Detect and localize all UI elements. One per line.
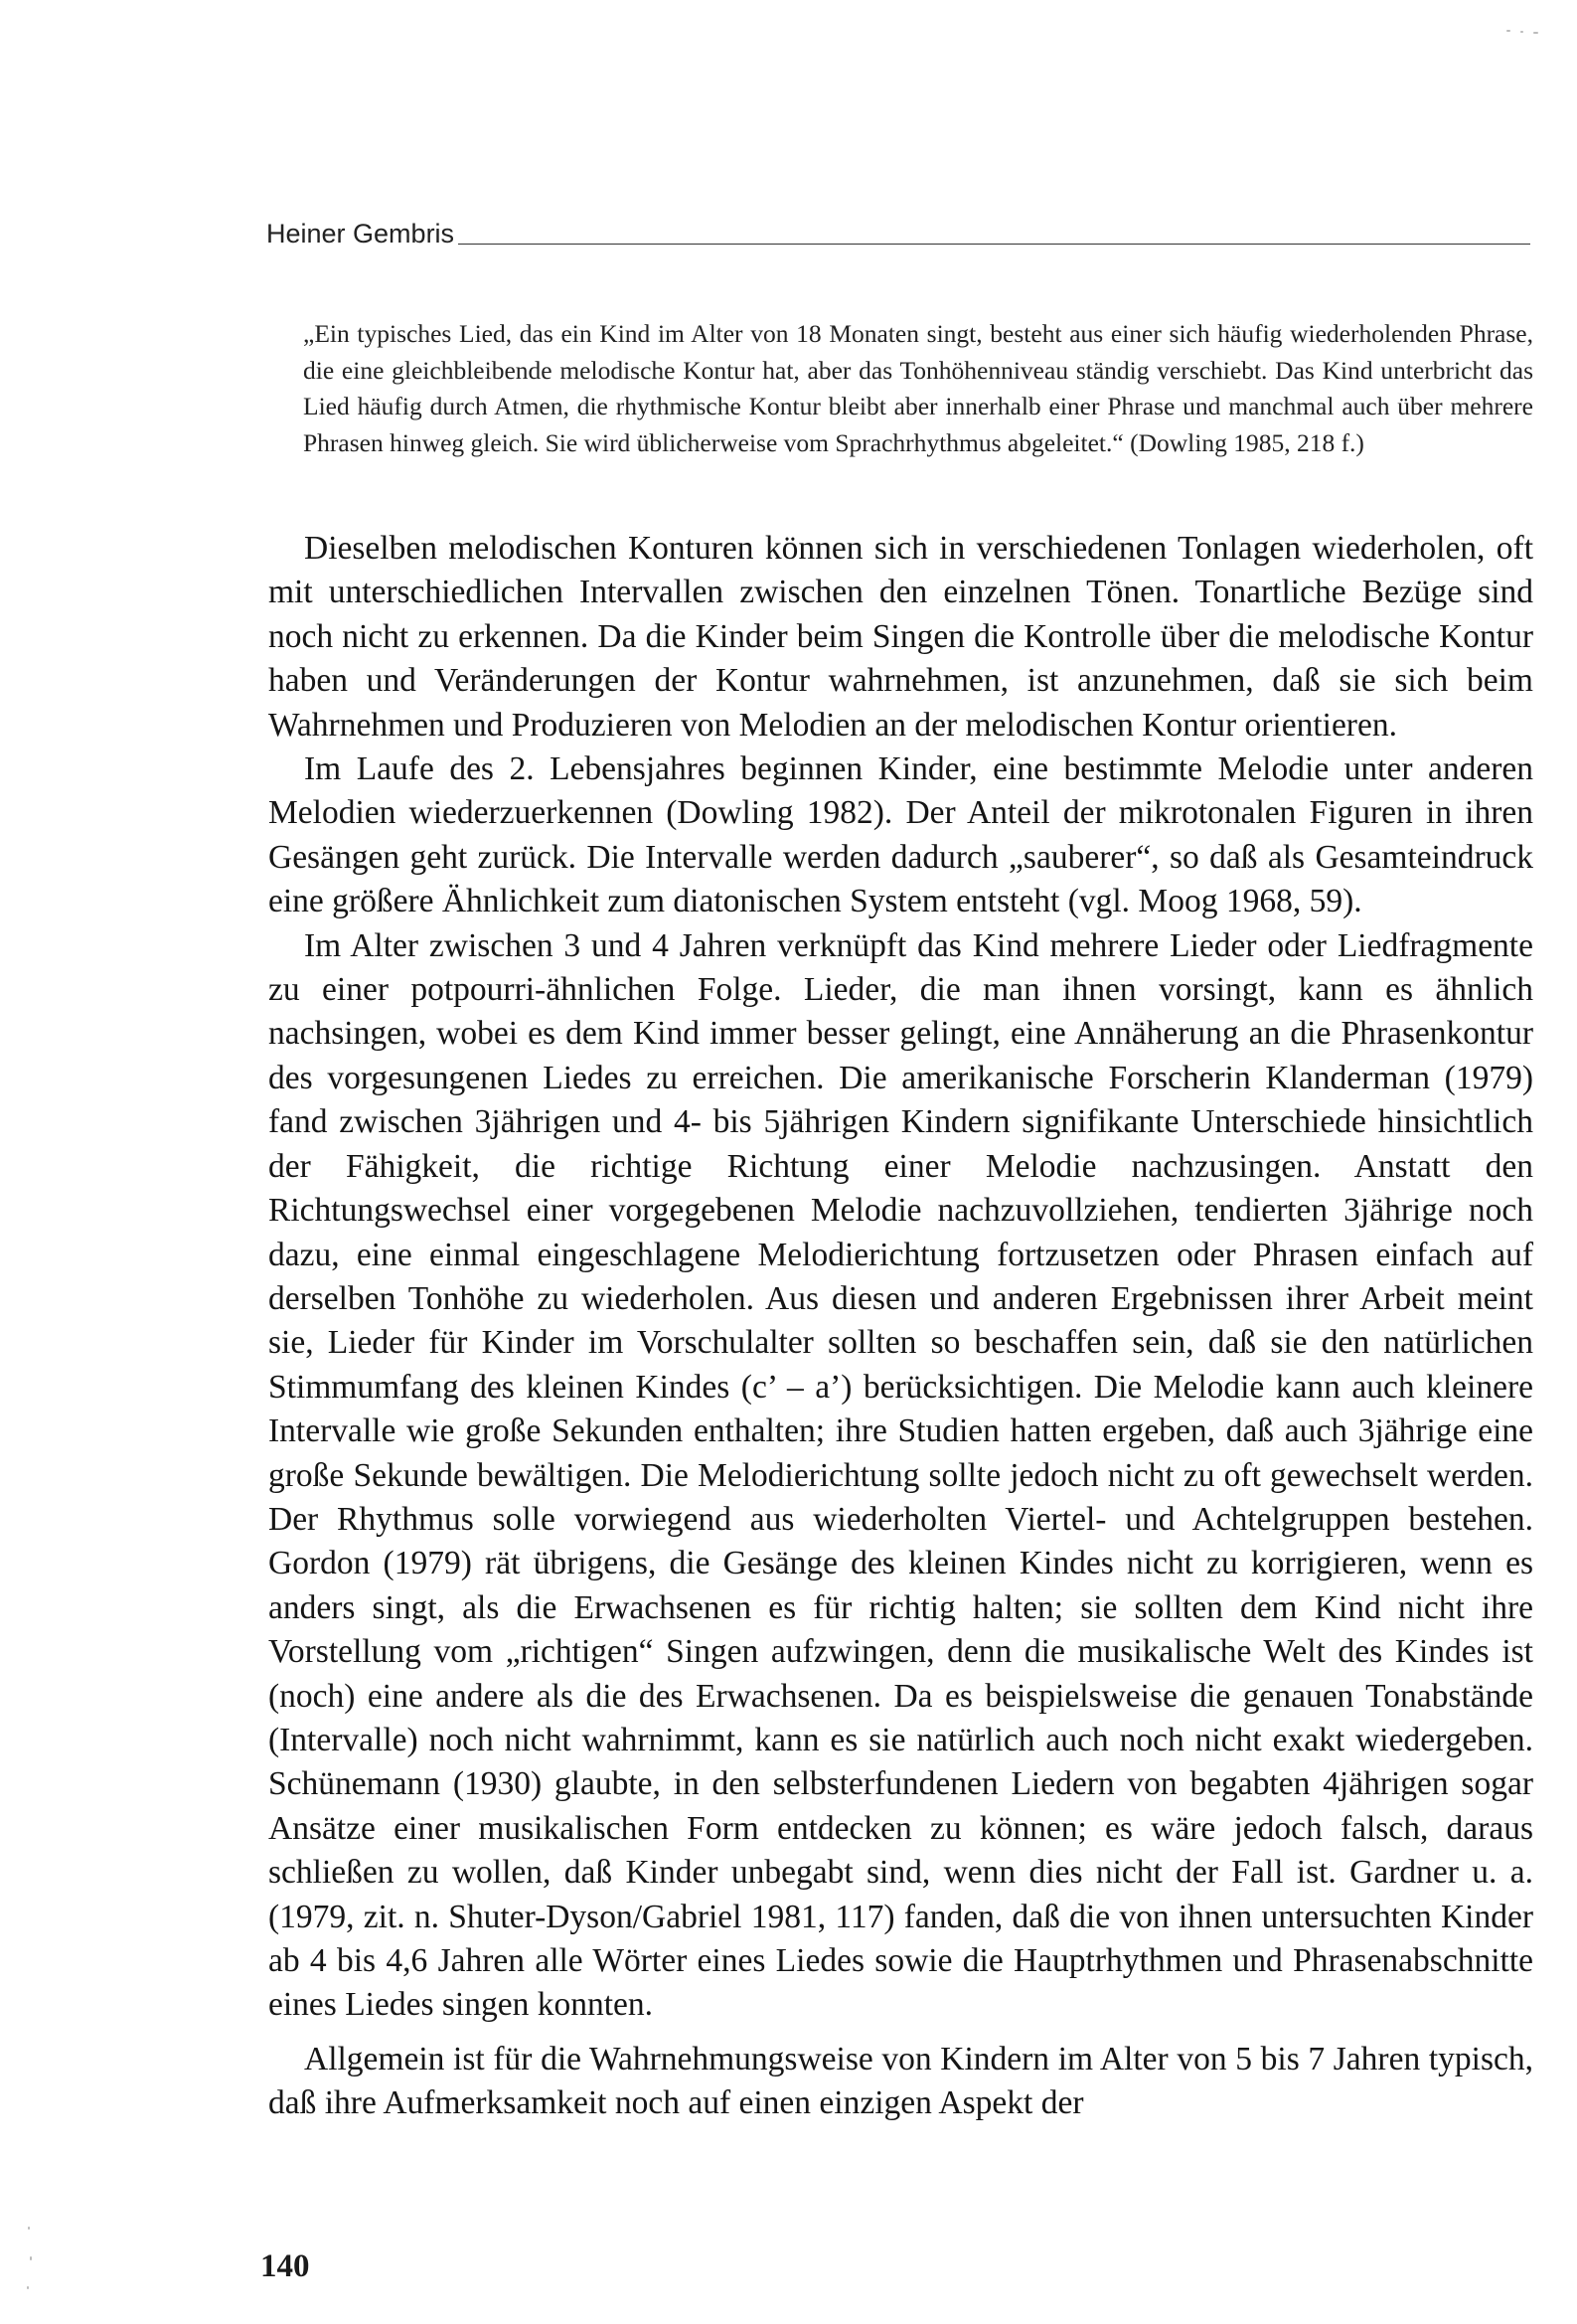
paragraph: Im Alter zwischen 3 und 4 Jahren verknüpft das Kind mehrere Lieder oder Liedfragmente zu einer potpourri-ähnlichen Folge. Lieder, die man ihnen vorsingt, kann es ähnlich nachsingen, wobei es dem Kind immer besser gelingt, eine Annäherung an die Phrasenkontur des vorgesungenen Liedes zu erreichen. Die amerikanische Forscherin Klanderman (1979) fand zwischen 3jährigen und 4- bis 5jährigen Kindern signifikante Unterschiede hinsichtlich der Fähigkeit, die richtige Richtung einer Melodie nachzusingen. Anstatt den Richtungswechsel einer vorgegebenen Melodie nachzuvollziehen, tendierten 3jährige noch dazu, eine einmal eingeschlagene Melodierichtung fortzusetzen oder Phrasen einfach auf derselben Tonhöhe zu wiederholen. Aus diesen und anderen Ergebnissen ihrer Arbeit meint sie, Lieder für Kinder im Vorschulalter sollten so beschaffen sein, daß sie den natürlichen Stimmumfang des kleinen Kindes (c’ – a’) berücksichtigen. Die Melodie kann auch kleinere Intervalle wie große Sekunden enthalten; ihre Studien hatten ergeben, daß auch 3jährige eine große Sekunde bewältigen. Die Melodierichtung sollte jedoch nicht zu oft gewechselt werden. Der Rhythmus solle vorwiegend aus wiederholten Viertel- und Achtelgruppen bestehen. Gordon (1979) rät übrigens, die Gesänge des kleinen Kindes nicht zu korrigieren, wenn es anders singt, als die Erwachsenen es für richtig halten; sie sollten dem Kind nicht ihre Vorstellung vom „richtigen“ Singen aufzwingen, denn die musikalische Welt des Kindes ist (noch) eine andere als die des Erwachsenen. Da es beispielsweise die genauen Tonabstände (Intervalle) noch nicht wahrnimmt, kann es sie natürlich auch noch nicht exakt wiedergeben. Schünemann (1930) glaubte, in den selbsterfundenen Liedern von begabten 4jährigen sogar Ansätze einer musikalischen Form entdecken zu können; es wäre jedoch falsch, daraus schließen zu wollen, daß Kinder unbegabt sind, wenn dies nicht der Fall ist. Gardner u. a. (1979, zit. n. Shuter-Dyson/Gabriel 1981, 117) fanden, daß die von ihnen untersuchten Kinder ab 4 bis 4,6 Jahren alle Wörter eines Liedes sowie die Hauptrhythmen und Phrasenabschnitte eines Liedes singen konnten.: [268, 926, 1533, 2024]
paragraph: Allgemein ist für die Wahrnehmungsweise von Kindern im Alter von 5 bis 7 Jahren typisch, daß ihre Aufmerksamkeit noch auf einen einzigen Aspekt der: [268, 2040, 1533, 2122]
paragraph: Im Laufe des 2. Lebensjahres beginnen Kinder, eine bestimmte Melodie unter anderen Melodien wiederzuerkennen (Dowling 1982). Der Anteil der mikrotonalen Figuren in ihren Gesängen geht zurück. Die Intervalle werden dadurch „sauberer“, so daß als Gesamteindruck eine größere Ähnlichkeit zum diatonischen System entsteht (vgl. Moog 1968, 59).: [268, 750, 1533, 920]
scan-speck: [30, 2256, 32, 2260]
scan-speck: [1520, 31, 1523, 33]
scan-speck: [1533, 32, 1538, 34]
page-number: 140: [260, 2248, 310, 2284]
running-head-author: Heiner Gembris: [266, 219, 455, 249]
running-head: [266, 221, 1530, 248]
scan-speck: [1506, 30, 1510, 32]
scan-speck: [28, 2227, 30, 2230]
block-quote: „Ein typisches Lied, das ein Kind im Alter von 18 Monaten singt, besteht aus einer sich häufig wiederholenden Phrase, die eine gleichbleibende melodische Kontur hat, aber das Tonhöhenniveau ständig verschiebt. Das Kind unterbricht das Lied häufig durch Atmen, die rhythmische Kontur bleibt aber innerhalb einer Phrase und manchmal auch über mehrere Phrasen hinweg gleich. Sie wird üblicherweise vom Sprachrhythmus abgeleitet.“ (Dowling 1985, 218 f.): [303, 319, 1533, 457]
body-text: [268, 527, 1533, 2126]
paragraph: Dieselben melodischen Konturen können sich in verschiedenen Tonlagen wiederholen, oft mit unterschiedlichen Intervallen zwischen den einzelnen Tönen. Tonartliche Bezüge sind noch nicht zu erkennen. Da die Kinder beim Singen die Kontrolle über die melodische Kontur haben und Veränderungen der Kontur wahrnehmen, ist anzunehmen, daß sie sich beim Wahrnehmen und Produzieren von Melodien an der melodischen Kontur orientieren.: [268, 530, 1533, 744]
running-head-rule: [458, 244, 1530, 245]
scan-speck: [27, 2286, 29, 2289]
